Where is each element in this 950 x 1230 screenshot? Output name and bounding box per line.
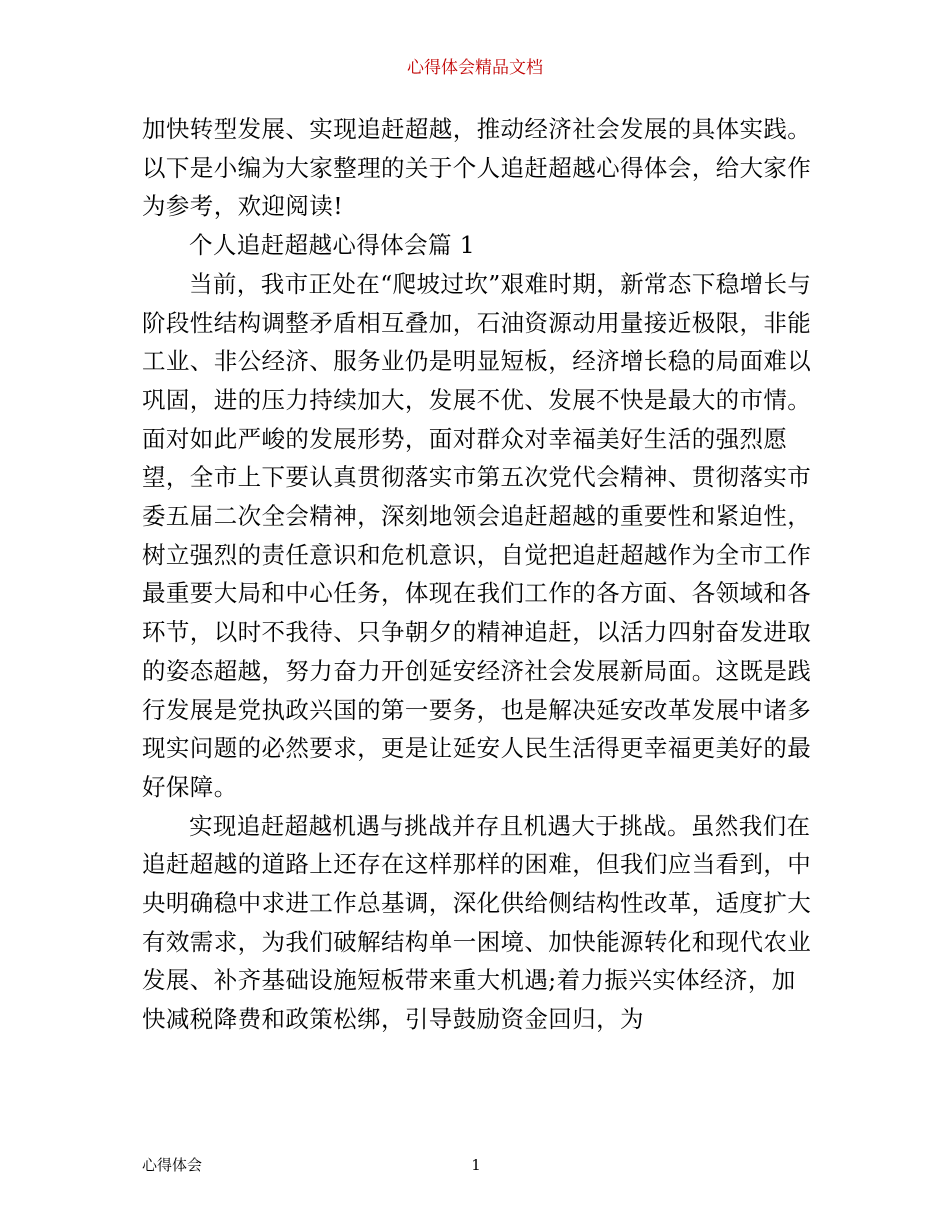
page-header-title: 心得体会精品文档 [407,58,543,78]
footer-label: 心得体会 [142,1156,203,1174]
body-paragraph-1: 当前，我市正处在“爬坡过坎”艰难时期，新常态下稳增长与阶段性结构调整矛盾相互叠加，石油资源动用量接近极限，非能工业、非公经济、服务业仍是明显短板，经济增长稳的局面难以巩固，进的压力持续加大，发展不优、发展不快是最大的市情。面对如此严峻的发展形势，面对群众对幸福美好生活的强烈愿望，全市上下要认真贯彻落实市第五次党代会精神、贯彻落实市委五届二次全会精神，深刻地领会追赶超越的重要性和紧迫性，树立强烈的责任意识和危机意识，自觉把追赶超越作为全市工作最重要大局和中心任务，体现在我们工作的各方面、各领域和各环节，以时不我待、只争朝夕的精神追赶，以活力四射奋发进取的姿态超越，努力奋力开创延安经济社会发展新局面。这既是践行发展是党执政兴国的第一要务，也是解决延安改革发展中诸多现实问题的必然要求，更是让延安人民生活得更幸福更美好的最好保障。 [142,269,812,801]
page-number: 1 [471,1156,481,1174]
document-body [142,110,812,1039]
section-title: 个人追赶超越心得体会篇 1 [189,231,476,260]
body-paragraph-2: 实现追赶超越机遇与挑战并存且机遇大于挑战。虽然我们在追赶超越的道路上还存在这样那样的困难，但我们应当看到，中央明确稳中求进工作总基调，深化供给侧结构性改革，适度扩大有效需求，为我们破解结构单一困境、加快能源转化和现代农业发展、补齐基础设施短板带来重大机遇;着力振兴实体经济，加快减税降费和政策松绑，引导鼓励资金回归，为 [142,811,812,1034]
intro-paragraph: 加快转型发展、实现追赶超越，推动经济社会发展的具体实践。以下是小编为大家整理的关于个人追赶超越心得体会，给大家作为参考，欢迎阅读! [142,115,812,221]
